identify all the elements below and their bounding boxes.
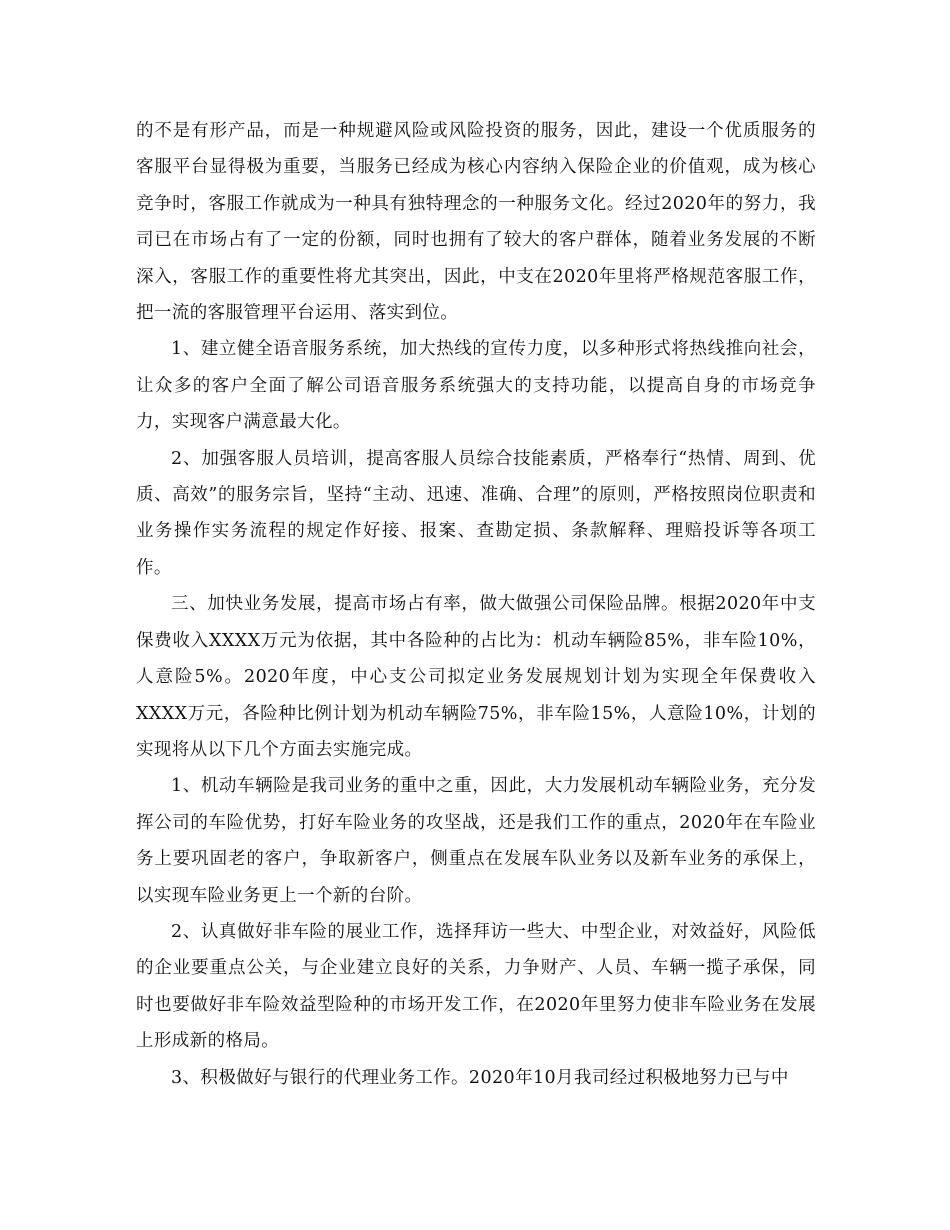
body-paragraph: 的不是有形产品，而是一种规避风险或风险投资的服务，因此，建设一个优质服务的客服平台显得极为重要，当服务已经成为核心内容纳入保险企业的价值观，成为核心竞争时，客服工作就成为一种具有独特理念的一种服务文化。经过2020年的努力，我司已在市场占有了一定的份额，同时也拥有了较大的客户群体，随着业务发展的不断深入，客服工作的重要性将尤其突出，因此，中支在2020年里将严格规范客服工作，把一流的客服管理平台运用、落实到位。 — [136, 121, 816, 324]
body-paragraph: 1、机动车辆险是我司业务的重中之重，因此，大力发展机动车辆险业务，充分发挥公司的车险优势，打好车险业务的攻坚战，还是我们工作的重点，2020年在车险业务上要巩固老的客户，争取新客户，侧重点在发展车队业务以及新车业务的承保上，以实现车险业务更上一个新的台阶。 — [136, 776, 816, 906]
body-paragraph: 三、加快业务发展，提高市场占有率，做大做强公司保险品牌。根据2020年中支保费收入XXXX万元为依据，其中各险种的占比为：机动车辆险85%，非车险10%，人意险5%。2020年度，中心支公司拟定业务发展规划计划为实现全年保费收入XXXX万元，各险种比例计划为机动车辆险75%，非车险15%，人意险10%，计划的实现将从以下几个方面去实施完成。 — [136, 594, 816, 760]
body-paragraph: 2、加强客服人员培训，提高客服人员综合技能素质，严格奉行“热情、周到、优质、高效”的服务宗旨，坚持“主动、迅速、准确、合理”的原则，严格按照岗位职责和业务操作实务流程的规定作好接、报案、查勘定损、条款解释、理赔投诉等各项工作。 — [136, 448, 816, 578]
body-paragraph: 2、认真做好非车险的展业工作，选择拜访一些大、中型企业，对效益好，风险低的企业要重点公关，与企业建立良好的关系，力争财产、人员、车辆一揽子承保，同时也要做好非车险效益型险种的市场开发工作，在2020年里努力使非车险业务在发展上形成新的格局。 — [136, 921, 816, 1052]
body-paragraph: 1、建立健全语音服务系统，加大热线的宣传力度，以多种形式将热线推向社会，让众多的客户全面了解公司语音服务系统强大的支持功能，以提高自身的市场竞争力，实现客户满意最大化。 — [136, 339, 816, 433]
body-paragraph: 3、积极做好与银行的代理业务工作。2020年10月我司经过积极地努力已与中 — [171, 1067, 789, 1088]
document-page — [136, 113, 816, 1096]
